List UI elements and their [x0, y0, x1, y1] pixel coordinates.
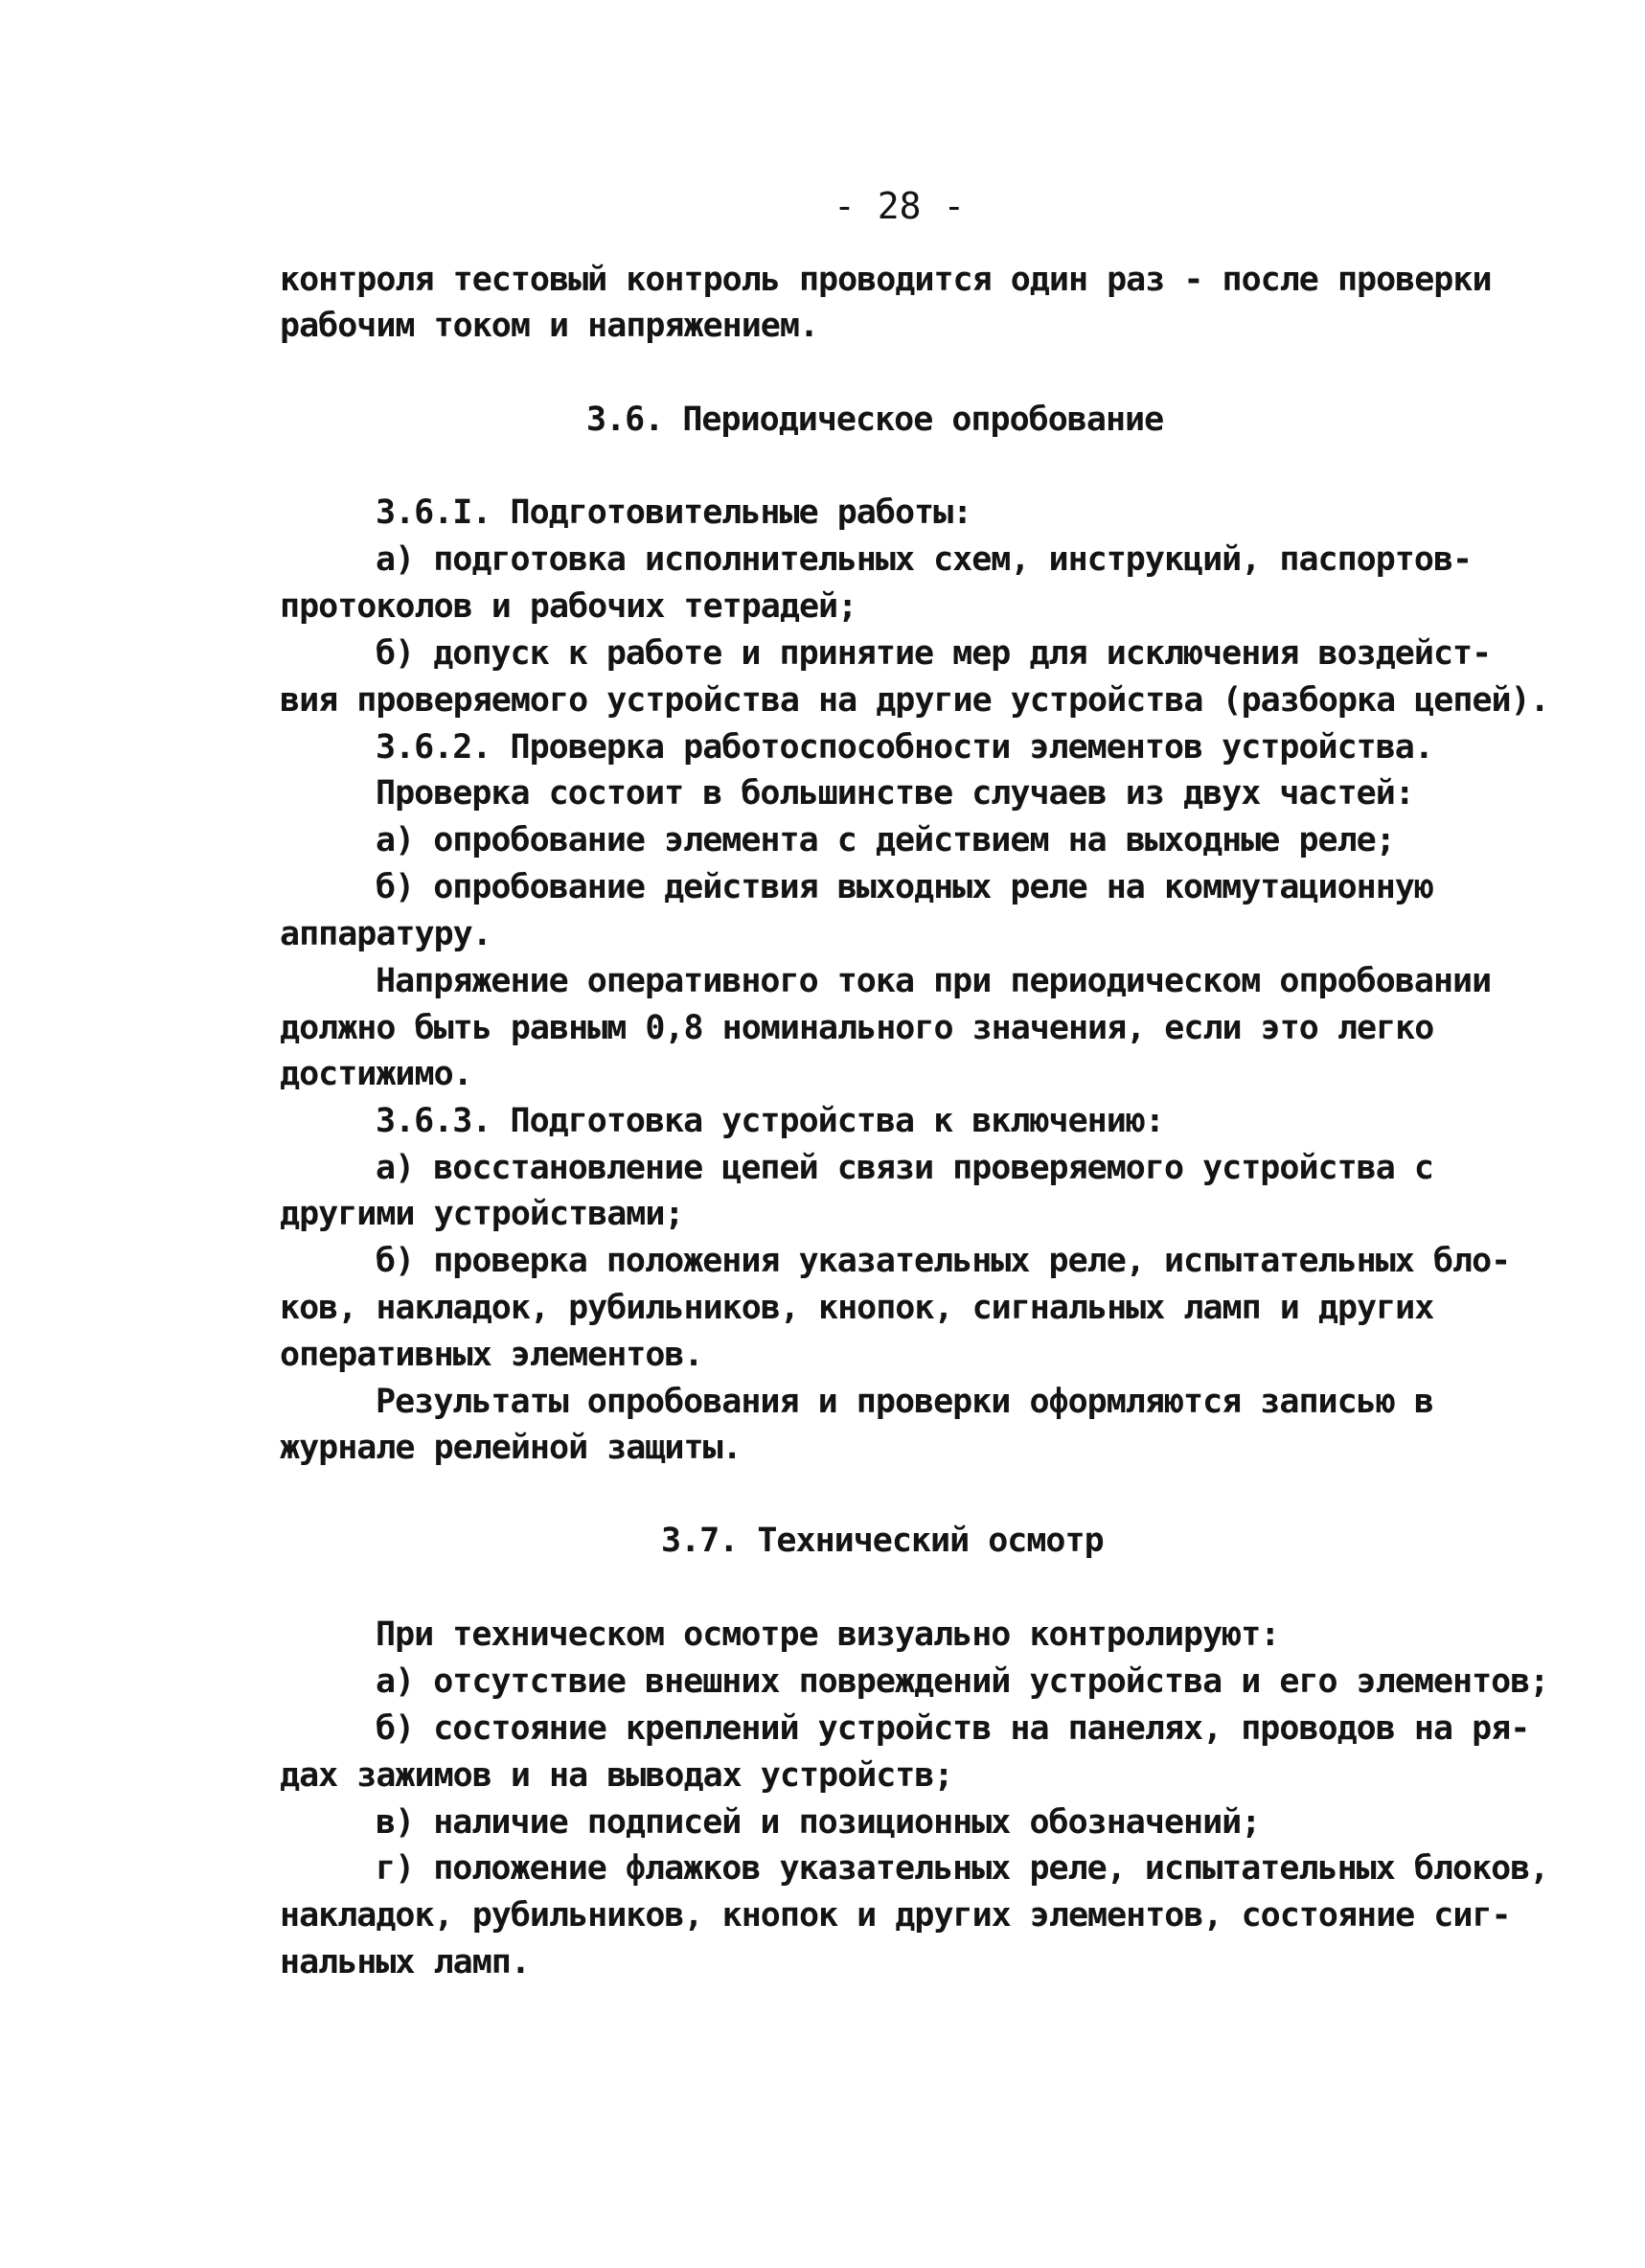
text-line: 3.6.3. Подготовка устройства к включению: — [376, 1102, 1164, 1140]
text-line: б) опробование действия выходных реле на коммутационную — [376, 868, 1433, 906]
text-line: достижимо. — [280, 1055, 472, 1093]
text-line: дах зажимов и на выводах устройств; — [280, 1756, 953, 1795]
text-line: вия проверяемого устройства на другие устройства (разборка цепей). — [280, 681, 1549, 720]
text-line: протоколов и рабочих тетрадей; — [280, 587, 857, 626]
page-number: - 28 - — [834, 185, 966, 227]
text-line: ков, накладок, рубильников, кнопок, сигнальных ламп и других — [280, 1289, 1434, 1327]
text-line: г) положение флажков указательных реле, испытательных блоков, — [376, 1849, 1549, 1888]
text-line: 3.6.I. Подготовительные работы: — [376, 493, 972, 532]
text-line: б) состояние креплений устройств на панелях, проводов на ря- — [376, 1709, 1530, 1748]
text-line: Проверка состоит в большинстве случаев из двух частей: — [376, 774, 1414, 813]
text-line: а) подготовка исполнительных схем, инструкций, паспортов- — [376, 540, 1473, 579]
text-line: а) отсутствие внешних повреждений устройства и его элементов; — [376, 1662, 1549, 1701]
text-line: нальных ламп. — [280, 1943, 530, 1982]
text-line: 3.6.2. Проверка работоспособности элементов устройства. — [376, 728, 1433, 767]
section-heading: 3.6. Периодическое опробование — [586, 401, 1164, 439]
text-line: должно быть равным 0,8 номинального значения, если это легко — [280, 1009, 1434, 1047]
text-line: Результаты опробования и проверки оформляются записью в — [376, 1383, 1433, 1421]
text-line: аппаратуру. — [280, 915, 491, 953]
text-line: рабочим током и напряжением. — [280, 307, 819, 345]
text-line: в) наличие подписей и позиционных обозначений; — [376, 1803, 1261, 1842]
text-line: оперативных элементов. — [280, 1336, 703, 1374]
text-line: накладок, рубильников, кнопок и других элементов, состояние сиг- — [280, 1896, 1511, 1935]
text-line: б) допуск к работе и принятие мер для исключения воздейст- — [376, 634, 1492, 673]
text-line: контроля тестовый контроль проводится один раз - после проверки — [280, 261, 1492, 299]
text-line: а) восстановление цепей связи проверяемого устройства с — [376, 1149, 1433, 1187]
text-line: Напряжение оперативного тока при периодическом опробовании — [376, 962, 1492, 1000]
section-heading: 3.7. Технический осмотр — [661, 1522, 1104, 1560]
text-line: другими устройствами; — [280, 1195, 684, 1233]
text-line: б) проверка положения указательных реле, испытательных бло- — [376, 1242, 1511, 1280]
text-line: При техническом осмотре визуально контролируют: — [376, 1615, 1280, 1654]
text-line: журнале релейной защиты. — [280, 1429, 742, 1467]
text-line: а) опробование элемента с действием на выходные реле; — [376, 821, 1395, 859]
